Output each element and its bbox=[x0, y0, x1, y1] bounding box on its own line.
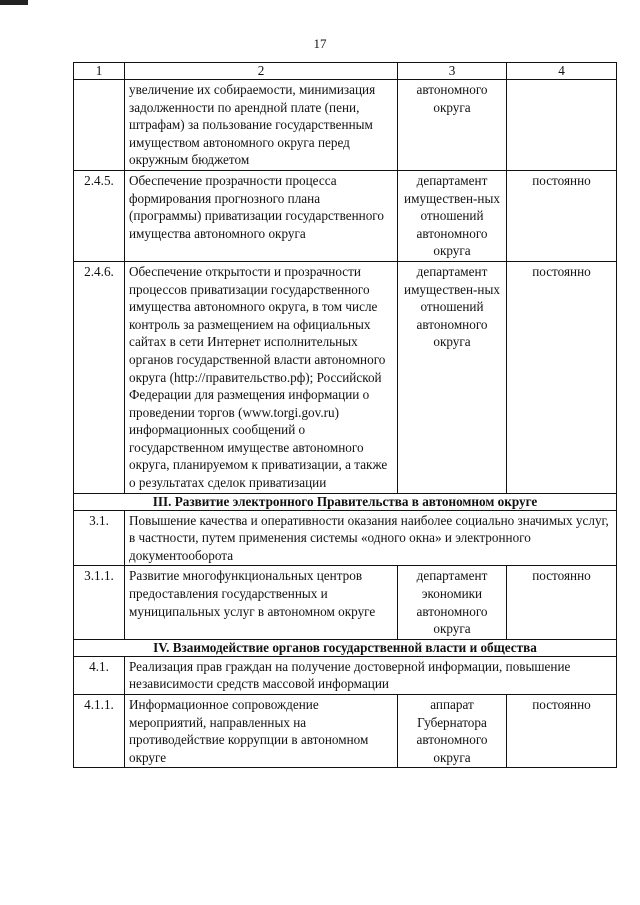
row-description: Реализация прав граждан на получение достоверной информации, повышение независимости средств массовой информации bbox=[125, 656, 617, 694]
row-responsible: департамент экономики автономного округа bbox=[398, 566, 507, 639]
measures-table bbox=[73, 62, 617, 768]
row-number: 3.1. bbox=[74, 510, 125, 566]
row-description: Обеспечение открытости и прозрачности процессов приватизации государственного имущества автономного округа, в том числе контроль за размещением на официальных сайтах в сети Интернет исполнительных органов государственной власти автономного округа (http://правительство.рф); Российской Федерации для размещения информации о проведении торгов (www.torgi.gov.ru) информационных сообщений о государственном имуществе автономного округа, планируемом к приватизации, а также о результатах сделок приватизации bbox=[125, 261, 398, 493]
column-header-row bbox=[74, 63, 617, 80]
row-number: 4.1.1. bbox=[74, 695, 125, 768]
row-term: постоянно bbox=[507, 170, 617, 261]
row-responsible: департамент имуществен-ных отношений автономного округа bbox=[398, 170, 507, 261]
table-row bbox=[74, 170, 617, 261]
table-row bbox=[74, 261, 617, 493]
row-number: 3.1.1. bbox=[74, 566, 125, 639]
row-number: 4.1. bbox=[74, 656, 125, 694]
table-row bbox=[74, 80, 617, 171]
column-header-1: 1 bbox=[74, 63, 125, 80]
column-header-3: 3 bbox=[398, 63, 507, 80]
table-row bbox=[74, 695, 617, 768]
corner-mark bbox=[0, 0, 28, 5]
section-heading-row bbox=[74, 639, 617, 656]
row-description: увеличение их собираемости, минимизация задолженности по арендной плате (пени, штрафам) за пользование государственным имуществом автономного округа перед окружным бюджетом bbox=[125, 80, 398, 171]
row-term bbox=[507, 80, 617, 171]
column-header-4: 4 bbox=[507, 63, 617, 80]
row-responsible: аппарат Губернатора автономного округа bbox=[398, 695, 507, 768]
section-heading: III. Развитие электронного Правительства в автономном округе bbox=[74, 493, 617, 510]
row-description: Повышение качества и оперативности оказания наиболее социально значимых услуг, в частности, путем применения системы «одного окна» и электронного документооборота bbox=[125, 510, 617, 566]
row-number: 2.4.5. bbox=[74, 170, 125, 261]
table-row bbox=[74, 656, 617, 694]
row-term: постоянно bbox=[507, 695, 617, 768]
page-number: 17 bbox=[313, 36, 327, 51]
table-row bbox=[74, 566, 617, 639]
row-term: постоянно bbox=[507, 566, 617, 639]
section-heading-row bbox=[74, 493, 617, 510]
table-row bbox=[74, 510, 617, 566]
section-heading: IV. Взаимодействие органов государственной власти и общества bbox=[74, 639, 617, 656]
row-description: Информационное сопровождение мероприятий, направленных на противодействие коррупции в автономном округе bbox=[125, 695, 398, 768]
row-number: 2.4.6. bbox=[74, 261, 125, 493]
row-number bbox=[74, 80, 125, 171]
row-description: Обеспечение прозрачности процесса формирования прогнозного плана (программы) приватизации государственного имущества автономного округа bbox=[125, 170, 398, 261]
row-term: постоянно bbox=[507, 261, 617, 493]
row-responsible: автономного округа bbox=[398, 80, 507, 171]
row-responsible: департамент имуществен-ных отношений автономного округа bbox=[398, 261, 507, 493]
row-description: Развитие многофункциональных центров предоставления государственных и муниципальных услуг в автономном округе bbox=[125, 566, 398, 639]
column-header-2: 2 bbox=[125, 63, 398, 80]
